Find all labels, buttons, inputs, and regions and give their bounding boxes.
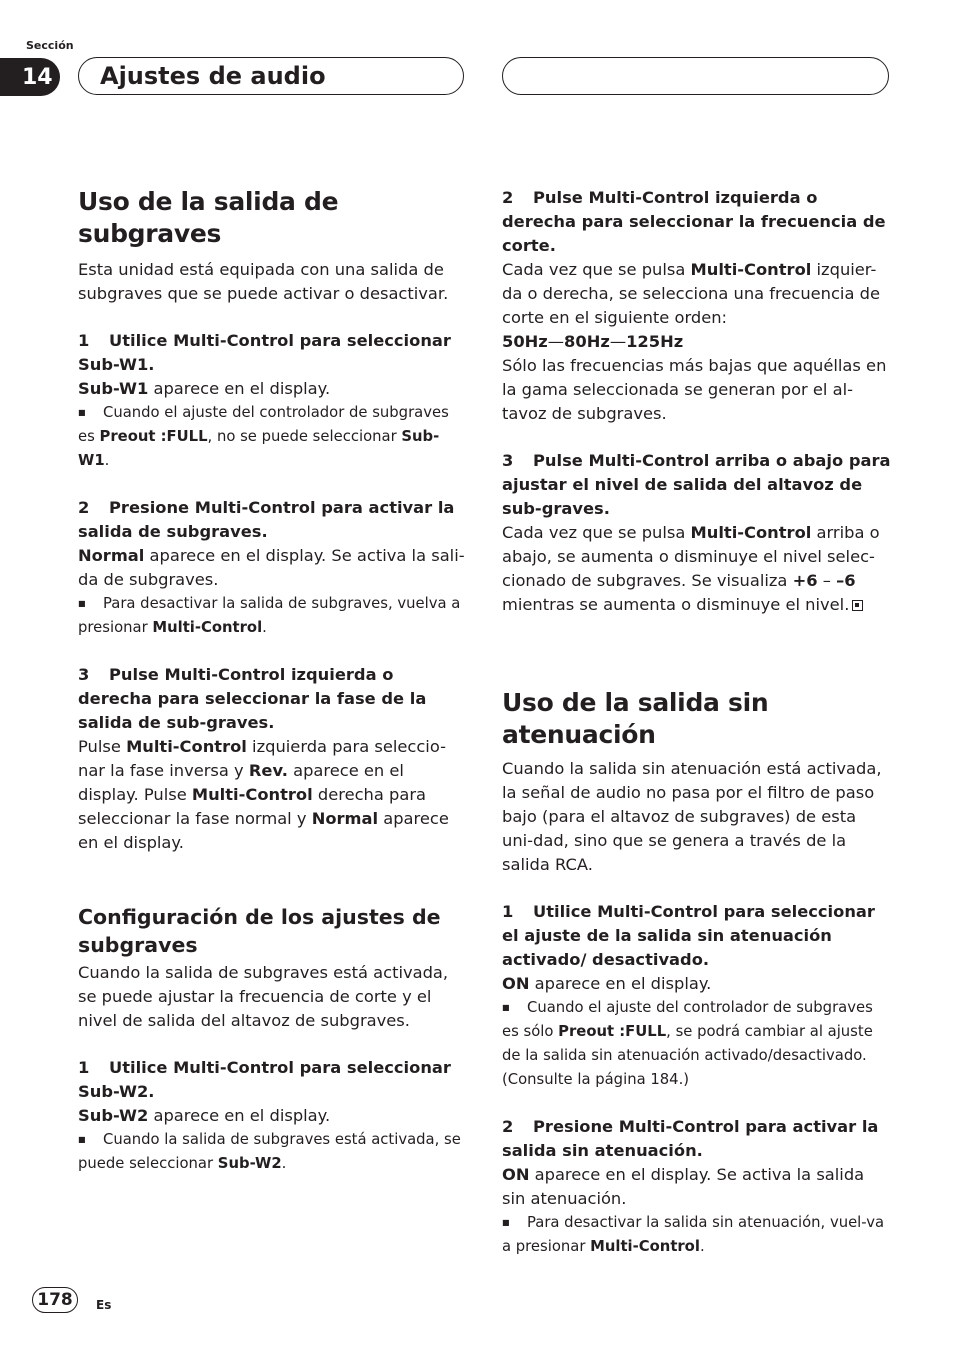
intro-paragraph: Esta unidad está equipada con una salida de subgraves que se puede activar o desactivar. (78, 260, 449, 303)
subsection-heading-subwoofer-settings: Configuración de los ajustes de subgraves (78, 905, 441, 957)
bullet-square-icon: ■ (78, 408, 86, 417)
bold-term: –6 (836, 571, 856, 590)
step-body (78, 1104, 468, 1128)
bold-term: Multi-Control (152, 619, 263, 636)
bold-term: +6 (792, 571, 818, 590)
end-of-section-icon (852, 600, 863, 611)
note (78, 401, 468, 473)
section-number-tab: 14 (0, 58, 60, 96)
bold-term: Sub-W1 (78, 428, 440, 469)
step-body (78, 735, 468, 855)
frequency-value: 50Hz (502, 332, 548, 351)
step-number: 3 (78, 665, 90, 684)
body-text: Cada vez que se pulsa (502, 523, 691, 542)
note-text: . (104, 452, 110, 469)
frequency-sequence (502, 330, 892, 354)
sequence-dash: — (609, 332, 627, 351)
header-blank-frame (502, 57, 889, 95)
step-text: Utilice Multi-Control para seleccionar el ajuste de la salida sin atenuación activado/ desactivado. (502, 902, 875, 969)
body-text: – (817, 571, 837, 590)
bold-term: Multi-Control (590, 1238, 700, 1255)
bullet-square-icon: ■ (78, 599, 86, 608)
bold-term: Sub-W1 (78, 379, 149, 398)
step-number: 1 (78, 1058, 90, 1077)
note-text: Para desactivar la salida de subgraves, vuelva a presionar (78, 595, 461, 636)
bold-term: Multi-Control (126, 737, 247, 756)
step-number: 1 (502, 902, 514, 921)
body-text: Cada vez que se pulsa (502, 260, 691, 279)
step-heading (502, 449, 892, 521)
bold-term: Rev. (248, 761, 288, 780)
bullet-square-icon: ■ (502, 1003, 510, 1012)
step-body (502, 521, 892, 617)
note (502, 1211, 892, 1259)
bold-term: Normal (78, 546, 145, 565)
body-text: Pulse (78, 737, 127, 756)
step-heading (502, 900, 892, 972)
note (78, 1128, 468, 1176)
right-column (502, 186, 892, 1259)
bold-term: Multi-Control (191, 785, 313, 804)
step-number: 2 (502, 188, 514, 207)
bold-term: Multi-Control (690, 523, 812, 542)
note (502, 996, 892, 1092)
note-text: , no se puede seleccionar (207, 428, 402, 445)
bold-term: Preout :FULL (558, 1023, 667, 1040)
bullet-square-icon: ■ (502, 1218, 510, 1227)
frequency-value: 80Hz (564, 332, 610, 351)
step-number: 2 (78, 498, 90, 517)
step-text: Pulse Multi-Control izquierda o derecha para seleccionar la frecuencia de corte. (502, 188, 886, 255)
step-heading (502, 186, 892, 258)
frequency-value: 125Hz (626, 332, 684, 351)
step-heading (78, 329, 468, 377)
step-text: Pulse Multi-Control arriba o abajo para ajustar el nivel de salida del altavoz de sub-graves. (502, 451, 891, 518)
note-text: . (281, 1155, 287, 1172)
body-text: derecha para seleccionar la fase normal y (78, 785, 426, 828)
body-text: aparece en el display. (529, 974, 712, 993)
bullet-square-icon: ■ (78, 1135, 86, 1144)
note-text: . (699, 1238, 705, 1255)
body-text: aparece en el display. (78, 809, 449, 852)
step-heading (78, 663, 468, 735)
step-text: Presione Multi-Control para activar la salida de subgraves. (78, 498, 455, 541)
note (78, 592, 468, 640)
section-heading-non-fading-output: Uso de la salida sin atenuación (502, 688, 769, 749)
step-heading (78, 496, 468, 544)
bold-term: ON (502, 974, 530, 993)
step-number: 3 (502, 451, 514, 470)
step-text: Pulse Multi-Control izquierda o derecha para seleccionar la fase de la salida de sub-graves. (78, 665, 427, 732)
step-body (502, 972, 892, 996)
note-text: . (262, 619, 267, 636)
step-text: Utilice Multi-Control para seleccionar Sub-W1. (78, 331, 451, 374)
bold-term: Sub-W2 (217, 1155, 282, 1172)
body-text: aparece en el display. Se activa la sali-da de subgraves. (78, 546, 465, 589)
step-body (502, 258, 892, 330)
body-text: aparece en el display. (148, 1106, 331, 1125)
step-number: 1 (78, 331, 90, 350)
language-code: Es (96, 1298, 112, 1312)
body-text: aparece en el display. Se activa la salida sin atenuación. (502, 1165, 865, 1208)
sequence-dash: — (547, 332, 565, 351)
body-text: aparece en el display. Pulse (78, 761, 404, 804)
step-body (78, 377, 468, 401)
step-body: Sólo las frecuencias más bajas que aquéllas en la gama seleccionada se generan por el al-tavoz de subgraves. (502, 356, 887, 423)
bold-term: Normal (311, 809, 379, 828)
body-text: arriba o abajo, se aumenta o disminuye el nivel selec-cionado de subgraves. Se visualiza (502, 523, 880, 590)
intro-paragraph: Cuando la salida de subgraves está activada, se puede ajustar la frecuencia de corte y el nivel de salida del altavoz de subgraves. (78, 963, 449, 1030)
note-text: , se podrá cambiar al ajuste de la salida sin atenuación activado/desactivado. (Consulte la página 184.) (502, 1023, 873, 1088)
step-heading (78, 1056, 468, 1104)
step-heading (502, 1115, 892, 1163)
bold-term: Preout :FULL (99, 428, 208, 445)
bold-term: Sub-W2 (78, 1106, 149, 1125)
chapter-title: Ajustes de audio (100, 62, 326, 90)
body-text: izquier-da o derecha, se selecciona una frecuencia de corte en el siguiente orden: (502, 260, 880, 327)
step-body (78, 544, 468, 592)
step-text: Presione Multi-Control para activar la salida sin atenuación. (502, 1117, 879, 1160)
body-text: izquierda para seleccio-nar la fase inversa y (78, 737, 446, 780)
note-text: Cuando el ajuste del controlador de subgraves es (78, 404, 449, 445)
step-body (502, 1163, 892, 1211)
section-label: Sección (26, 39, 74, 52)
note-text: Para desactivar la salida sin atenuación, vuel-va a presionar (502, 1214, 885, 1255)
body-text: aparece en el display. (148, 379, 331, 398)
left-column (78, 186, 468, 1176)
section-heading-subwoofer-output: Uso de la salida de subgraves (78, 187, 339, 248)
bold-term: Multi-Control (690, 260, 812, 279)
note-text: Cuando el ajuste del controlador de subgraves es sólo (502, 999, 873, 1040)
note-text: Cuando la salida de subgraves está activada, se puede seleccionar (78, 1131, 461, 1172)
bold-term: ON (502, 1165, 530, 1184)
body-text: mientras se aumenta o disminuye el nivel. (502, 595, 850, 614)
page-number: 178 (32, 1287, 78, 1313)
step-number: 2 (502, 1117, 514, 1136)
intro-paragraph: Cuando la salida sin atenuación está activada, la señal de audio no pasa por el filtro de paso bajo (para el altavoz de subgraves) de esta uni-dad, sino que se genera a través de la salida RCA. (502, 759, 882, 874)
step-text: Utilice Multi-Control para seleccionar Sub-W2. (78, 1058, 451, 1101)
